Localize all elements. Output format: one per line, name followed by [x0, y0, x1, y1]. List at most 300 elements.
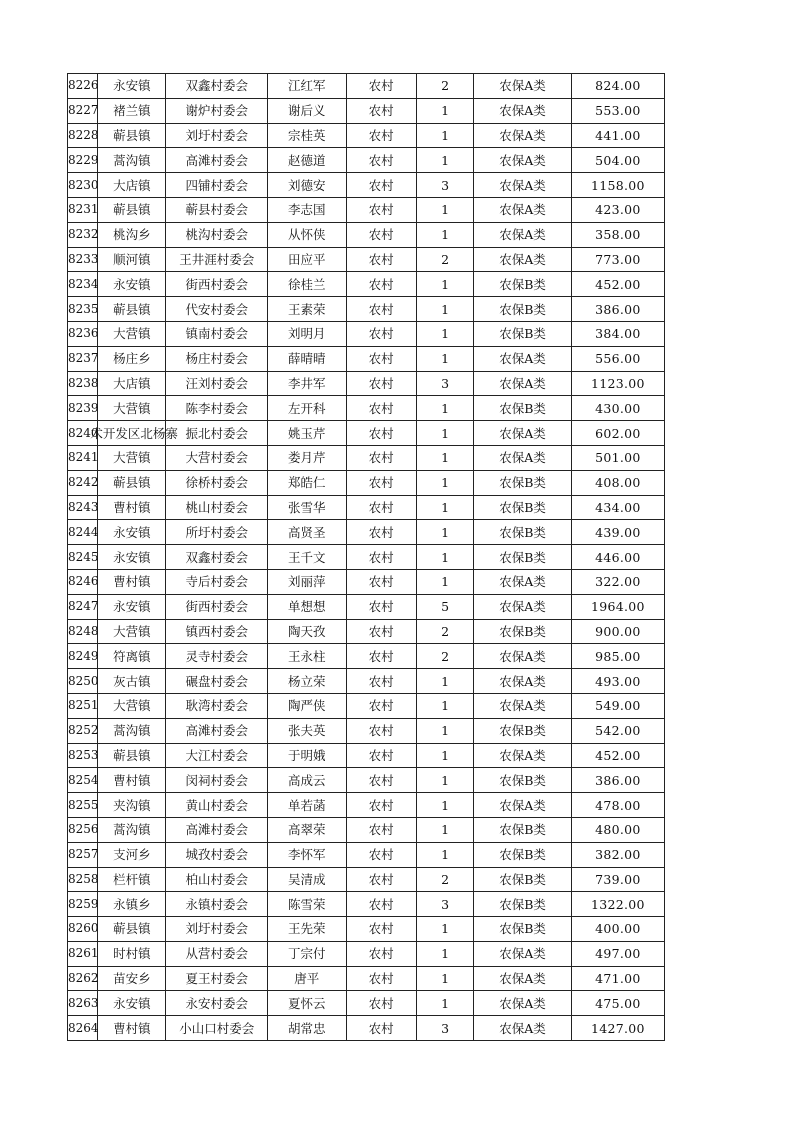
insurance-type-cell: 农保A类	[474, 123, 571, 148]
town-cell: 蕲县镇	[98, 197, 166, 222]
amount-cell: 504.00	[571, 148, 664, 173]
count-cell: 1	[416, 545, 474, 570]
area-cell: 农村	[346, 917, 416, 942]
name-cell: 单若菡	[268, 793, 347, 818]
amount-cell: 441.00	[571, 123, 664, 148]
name-cell: 高成云	[268, 768, 347, 793]
committee-cell: 汪刘村委会	[166, 371, 268, 396]
table-row	[68, 421, 665, 446]
table-row	[68, 98, 665, 123]
count-cell: 2	[416, 867, 474, 892]
row-id-cell: 8262	[68, 966, 98, 991]
area-cell: 农村	[346, 445, 416, 470]
area-cell: 农村	[346, 173, 416, 198]
count-cell: 1	[416, 421, 474, 446]
name-cell: 姚玉芹	[268, 421, 347, 446]
name-cell: 赵德道	[268, 148, 347, 173]
amount-cell: 1964.00	[571, 594, 664, 619]
committee-cell: 桃山村委会	[166, 495, 268, 520]
amount-cell: 556.00	[571, 346, 664, 371]
count-cell: 1	[416, 966, 474, 991]
town-cell: 永安镇	[98, 520, 166, 545]
name-cell: 高翠荣	[268, 817, 347, 842]
count-cell: 1	[416, 272, 474, 297]
count-cell: 2	[416, 74, 474, 99]
table-row	[68, 346, 665, 371]
town-cell: 曹村镇	[98, 569, 166, 594]
count-cell: 1	[416, 718, 474, 743]
table-row	[68, 793, 665, 818]
count-cell: 1	[416, 321, 474, 346]
insurance-type-cell: 农保B类	[474, 470, 571, 495]
name-cell: 陶天孜	[268, 619, 347, 644]
area-cell: 农村	[346, 421, 416, 446]
name-cell: 杨立荣	[268, 669, 347, 694]
insurance-type-cell: 农保A类	[474, 222, 571, 247]
amount-cell: 739.00	[571, 867, 664, 892]
name-cell: 刘明月	[268, 321, 347, 346]
committee-cell: 城孜村委会	[166, 842, 268, 867]
name-cell: 丁宗付	[268, 941, 347, 966]
amount-cell: 900.00	[571, 619, 664, 644]
area-cell: 农村	[346, 569, 416, 594]
insurance-type-cell: 农保B类	[474, 396, 571, 421]
amount-cell: 386.00	[571, 768, 664, 793]
name-cell: 高贤圣	[268, 520, 347, 545]
town-cell: 蕲县镇	[98, 470, 166, 495]
amount-cell: 423.00	[571, 197, 664, 222]
insurance-type-cell: 农保A类	[474, 966, 571, 991]
committee-cell: 永镇村委会	[166, 892, 268, 917]
name-cell: 李志国	[268, 197, 347, 222]
table-row	[68, 768, 665, 793]
row-id-cell: 8235	[68, 297, 98, 322]
town-cell: 褚兰镇	[98, 98, 166, 123]
town-cell: 大店镇	[98, 371, 166, 396]
town-cell: 大营镇	[98, 619, 166, 644]
town-cell: 苗安乡	[98, 966, 166, 991]
area-cell: 农村	[346, 966, 416, 991]
table-row	[68, 867, 665, 892]
table-row	[68, 396, 665, 421]
row-id-cell: 8241	[68, 445, 98, 470]
table-row	[68, 743, 665, 768]
row-id-cell: 8226	[68, 74, 98, 99]
town-cell: 永镇乡	[98, 892, 166, 917]
name-cell: 张夫英	[268, 718, 347, 743]
count-cell: 3	[416, 173, 474, 198]
name-cell: 陶严侠	[268, 693, 347, 718]
insurance-type-cell: 农保B类	[474, 297, 571, 322]
row-id-cell: 8236	[68, 321, 98, 346]
row-id-cell: 8230	[68, 173, 98, 198]
count-cell: 1	[416, 495, 474, 520]
name-cell: 左开科	[268, 396, 347, 421]
row-id-cell: 8232	[68, 222, 98, 247]
table-row	[68, 693, 665, 718]
count-cell: 1	[416, 222, 474, 247]
area-cell: 农村	[346, 1016, 416, 1041]
table-row	[68, 247, 665, 272]
name-cell: 娄月芹	[268, 445, 347, 470]
name-cell: 李怀军	[268, 842, 347, 867]
committee-cell: 振北村委会	[166, 421, 268, 446]
row-id-cell: 8228	[68, 123, 98, 148]
area-cell: 农村	[346, 321, 416, 346]
row-id-cell: 8227	[68, 98, 98, 123]
insurance-type-cell: 农保A类	[474, 421, 571, 446]
name-cell: 徐桂兰	[268, 272, 347, 297]
amount-cell: 553.00	[571, 98, 664, 123]
area-cell: 农村	[346, 743, 416, 768]
table-row	[68, 123, 665, 148]
name-cell: 薛晴晴	[268, 346, 347, 371]
row-id-cell: 8261	[68, 941, 98, 966]
row-id-cell: 8247	[68, 594, 98, 619]
table-row	[68, 545, 665, 570]
amount-cell: 478.00	[571, 793, 664, 818]
committee-cell: 闵祠村委会	[166, 768, 268, 793]
table-row	[68, 892, 665, 917]
count-cell: 2	[416, 619, 474, 644]
town-cell: 灰古镇	[98, 669, 166, 694]
insurance-type-cell: 农保A类	[474, 346, 571, 371]
row-id-cell: 8255	[68, 793, 98, 818]
area-cell: 农村	[346, 74, 416, 99]
name-cell: 谢后义	[268, 98, 347, 123]
insurance-type-cell: 农保A类	[474, 98, 571, 123]
count-cell: 1	[416, 693, 474, 718]
name-cell: 王先荣	[268, 917, 347, 942]
row-id-cell: 8231	[68, 197, 98, 222]
committee-cell: 柏山村委会	[166, 867, 268, 892]
insurance-type-cell: 农保A类	[474, 445, 571, 470]
town-cell: 大营镇	[98, 445, 166, 470]
committee-cell: 大营村委会	[166, 445, 268, 470]
town-cell: 永安镇	[98, 272, 166, 297]
area-cell: 农村	[346, 371, 416, 396]
row-id-cell: 8260	[68, 917, 98, 942]
amount-cell: 386.00	[571, 297, 664, 322]
committee-cell: 小山口村委会	[166, 1016, 268, 1041]
name-cell: 张雪华	[268, 495, 347, 520]
committee-cell: 永安村委会	[166, 991, 268, 1016]
area-cell: 农村	[346, 768, 416, 793]
committee-cell: 夏王村委会	[166, 966, 268, 991]
insurance-type-cell: 农保B类	[474, 768, 571, 793]
town-cell: 顺河镇	[98, 247, 166, 272]
count-cell: 1	[416, 297, 474, 322]
amount-cell: 384.00	[571, 321, 664, 346]
table-row	[68, 991, 665, 1016]
count-cell: 1	[416, 470, 474, 495]
area-cell: 农村	[346, 272, 416, 297]
town-cell: 术开发区北杨寨	[98, 421, 166, 446]
area-cell: 农村	[346, 297, 416, 322]
amount-cell: 1427.00	[571, 1016, 664, 1041]
row-id-cell: 8258	[68, 867, 98, 892]
count-cell: 1	[416, 917, 474, 942]
count-cell: 1	[416, 346, 474, 371]
table-row	[68, 297, 665, 322]
row-id-cell: 8238	[68, 371, 98, 396]
count-cell: 1	[416, 743, 474, 768]
insurance-type-cell: 农保A类	[474, 197, 571, 222]
amount-cell: 1322.00	[571, 892, 664, 917]
table-row	[68, 842, 665, 867]
row-id-cell: 8243	[68, 495, 98, 520]
committee-cell: 镇南村委会	[166, 321, 268, 346]
row-id-cell: 8240	[68, 421, 98, 446]
count-cell: 5	[416, 594, 474, 619]
row-id-cell: 8250	[68, 669, 98, 694]
committee-cell: 陈李村委会	[166, 396, 268, 421]
amount-cell: 1158.00	[571, 173, 664, 198]
committee-cell: 碾盘村委会	[166, 669, 268, 694]
count-cell: 1	[416, 842, 474, 867]
committee-cell: 灵寺村委会	[166, 644, 268, 669]
name-cell: 夏怀云	[268, 991, 347, 1016]
area-cell: 农村	[346, 470, 416, 495]
amount-cell: 430.00	[571, 396, 664, 421]
area-cell: 农村	[346, 619, 416, 644]
row-id-cell: 8254	[68, 768, 98, 793]
amount-cell: 434.00	[571, 495, 664, 520]
table-row	[68, 222, 665, 247]
committee-cell: 高滩村委会	[166, 148, 268, 173]
committee-cell: 镇西村委会	[166, 619, 268, 644]
committee-cell: 街西村委会	[166, 594, 268, 619]
row-id-cell: 8233	[68, 247, 98, 272]
insurance-type-cell: 农保A类	[474, 371, 571, 396]
name-cell: 刘丽萍	[268, 569, 347, 594]
table-row	[68, 470, 665, 495]
insurance-type-cell: 农保A类	[474, 644, 571, 669]
table-row	[68, 371, 665, 396]
amount-cell: 358.00	[571, 222, 664, 247]
insurance-type-cell: 农保A类	[474, 991, 571, 1016]
row-id-cell: 8259	[68, 892, 98, 917]
committee-cell: 桃沟村委会	[166, 222, 268, 247]
committee-cell: 大江村委会	[166, 743, 268, 768]
name-cell: 于明娥	[268, 743, 347, 768]
name-cell: 王素荣	[268, 297, 347, 322]
amount-cell: 322.00	[571, 569, 664, 594]
amount-cell: 985.00	[571, 644, 664, 669]
town-cell: 大店镇	[98, 173, 166, 198]
insurance-type-cell: 农保A类	[474, 743, 571, 768]
committee-cell: 杨庄村委会	[166, 346, 268, 371]
committee-cell: 高滩村委会	[166, 718, 268, 743]
table-row	[68, 644, 665, 669]
insurance-type-cell: 农保A类	[474, 74, 571, 99]
town-cell: 蒿沟镇	[98, 718, 166, 743]
table-row	[68, 173, 665, 198]
name-cell: 江红军	[268, 74, 347, 99]
amount-cell: 1123.00	[571, 371, 664, 396]
insurance-type-cell: 农保A类	[474, 594, 571, 619]
amount-cell: 501.00	[571, 445, 664, 470]
count-cell: 3	[416, 371, 474, 396]
count-cell: 1	[416, 793, 474, 818]
town-cell: 符离镇	[98, 644, 166, 669]
count-cell: 1	[416, 123, 474, 148]
table-row	[68, 272, 665, 297]
committee-cell: 所圩村委会	[166, 520, 268, 545]
amount-cell: 400.00	[571, 917, 664, 942]
area-cell: 农村	[346, 247, 416, 272]
table-row	[68, 520, 665, 545]
table-row	[68, 817, 665, 842]
name-cell: 田应平	[268, 247, 347, 272]
town-cell: 蕲县镇	[98, 743, 166, 768]
table-row	[68, 569, 665, 594]
area-cell: 农村	[346, 867, 416, 892]
row-id-cell: 8229	[68, 148, 98, 173]
insurance-type-cell: 农保B类	[474, 718, 571, 743]
area-cell: 农村	[346, 396, 416, 421]
town-cell: 蒿沟镇	[98, 817, 166, 842]
town-cell: 永安镇	[98, 74, 166, 99]
table-row	[68, 197, 665, 222]
table-row	[68, 917, 665, 942]
amount-cell: 542.00	[571, 718, 664, 743]
count-cell: 1	[416, 148, 474, 173]
amount-cell: 824.00	[571, 74, 664, 99]
area-cell: 农村	[346, 669, 416, 694]
insurance-type-cell: 农保A类	[474, 693, 571, 718]
table-row	[68, 74, 665, 99]
row-id-cell: 8242	[68, 470, 98, 495]
table-row	[68, 669, 665, 694]
insurance-type-cell: 农保A类	[474, 669, 571, 694]
insurance-type-cell: 农保B类	[474, 619, 571, 644]
insurance-type-cell: 农保B类	[474, 842, 571, 867]
amount-cell: 408.00	[571, 470, 664, 495]
area-cell: 农村	[346, 718, 416, 743]
committee-cell: 刘圩村委会	[166, 123, 268, 148]
insurance-type-cell: 农保A类	[474, 247, 571, 272]
table-row	[68, 941, 665, 966]
name-cell: 宗桂英	[268, 123, 347, 148]
amount-cell: 471.00	[571, 966, 664, 991]
town-cell: 大营镇	[98, 693, 166, 718]
row-id-cell: 8253	[68, 743, 98, 768]
town-cell: 支河乡	[98, 842, 166, 867]
town-cell: 蕲县镇	[98, 917, 166, 942]
name-cell: 陈雪荣	[268, 892, 347, 917]
amount-cell: 439.00	[571, 520, 664, 545]
committee-cell: 双鑫村委会	[166, 74, 268, 99]
area-cell: 农村	[346, 793, 416, 818]
row-id-cell: 8248	[68, 619, 98, 644]
data-table	[67, 73, 665, 1041]
table-row	[68, 594, 665, 619]
committee-cell: 代安村委会	[166, 297, 268, 322]
count-cell: 3	[416, 1016, 474, 1041]
count-cell: 1	[416, 669, 474, 694]
table-row	[68, 1016, 665, 1041]
committee-cell: 王井涯村委会	[166, 247, 268, 272]
count-cell: 1	[416, 817, 474, 842]
committee-cell: 四铺村委会	[166, 173, 268, 198]
amount-cell: 480.00	[571, 817, 664, 842]
town-cell: 永安镇	[98, 594, 166, 619]
committee-cell: 双鑫村委会	[166, 545, 268, 570]
name-cell: 郑皓仁	[268, 470, 347, 495]
count-cell: 1	[416, 768, 474, 793]
committee-cell: 黄山村委会	[166, 793, 268, 818]
area-cell: 农村	[346, 197, 416, 222]
insurance-type-cell: 农保B类	[474, 272, 571, 297]
count-cell: 1	[416, 941, 474, 966]
count-cell: 1	[416, 396, 474, 421]
insurance-type-cell: 农保A类	[474, 173, 571, 198]
row-id-cell: 8234	[68, 272, 98, 297]
row-id-cell: 8237	[68, 346, 98, 371]
insurance-type-cell: 农保A类	[474, 941, 571, 966]
area-cell: 农村	[346, 346, 416, 371]
row-id-cell: 8246	[68, 569, 98, 594]
amount-cell: 773.00	[571, 247, 664, 272]
count-cell: 1	[416, 569, 474, 594]
town-cell: 时村镇	[98, 941, 166, 966]
area-cell: 农村	[346, 495, 416, 520]
count-cell: 1	[416, 197, 474, 222]
area-cell: 农村	[346, 644, 416, 669]
committee-cell: 从营村委会	[166, 941, 268, 966]
area-cell: 农村	[346, 892, 416, 917]
committee-cell: 徐桥村委会	[166, 470, 268, 495]
insurance-type-cell: 农保A类	[474, 793, 571, 818]
area-cell: 农村	[346, 817, 416, 842]
committee-cell: 谢炉村委会	[166, 98, 268, 123]
area-cell: 农村	[346, 98, 416, 123]
area-cell: 农村	[346, 222, 416, 247]
area-cell: 农村	[346, 693, 416, 718]
table-body	[68, 74, 665, 1041]
row-id-cell: 8249	[68, 644, 98, 669]
insurance-type-cell: 农保A类	[474, 148, 571, 173]
insurance-type-cell: 农保A类	[474, 569, 571, 594]
town-cell: 栏杆镇	[98, 867, 166, 892]
row-id-cell: 8245	[68, 545, 98, 570]
table-row	[68, 495, 665, 520]
table-row	[68, 321, 665, 346]
table-row	[68, 966, 665, 991]
amount-cell: 446.00	[571, 545, 664, 570]
insurance-type-cell: 农保B类	[474, 520, 571, 545]
row-id-cell: 8264	[68, 1016, 98, 1041]
town-cell: 永安镇	[98, 545, 166, 570]
amount-cell: 382.00	[571, 842, 664, 867]
row-id-cell: 8252	[68, 718, 98, 743]
amount-cell: 452.00	[571, 272, 664, 297]
name-cell: 吴清成	[268, 867, 347, 892]
insurance-type-cell: 农保B类	[474, 817, 571, 842]
row-id-cell: 8239	[68, 396, 98, 421]
row-id-cell: 8263	[68, 991, 98, 1016]
insurance-type-cell: 农保B类	[474, 917, 571, 942]
table-row	[68, 619, 665, 644]
name-cell: 刘德安	[268, 173, 347, 198]
committee-cell: 高滩村委会	[166, 817, 268, 842]
count-cell: 1	[416, 98, 474, 123]
area-cell: 农村	[346, 594, 416, 619]
area-cell: 农村	[346, 545, 416, 570]
town-cell: 永安镇	[98, 991, 166, 1016]
town-cell: 蒿沟镇	[98, 148, 166, 173]
